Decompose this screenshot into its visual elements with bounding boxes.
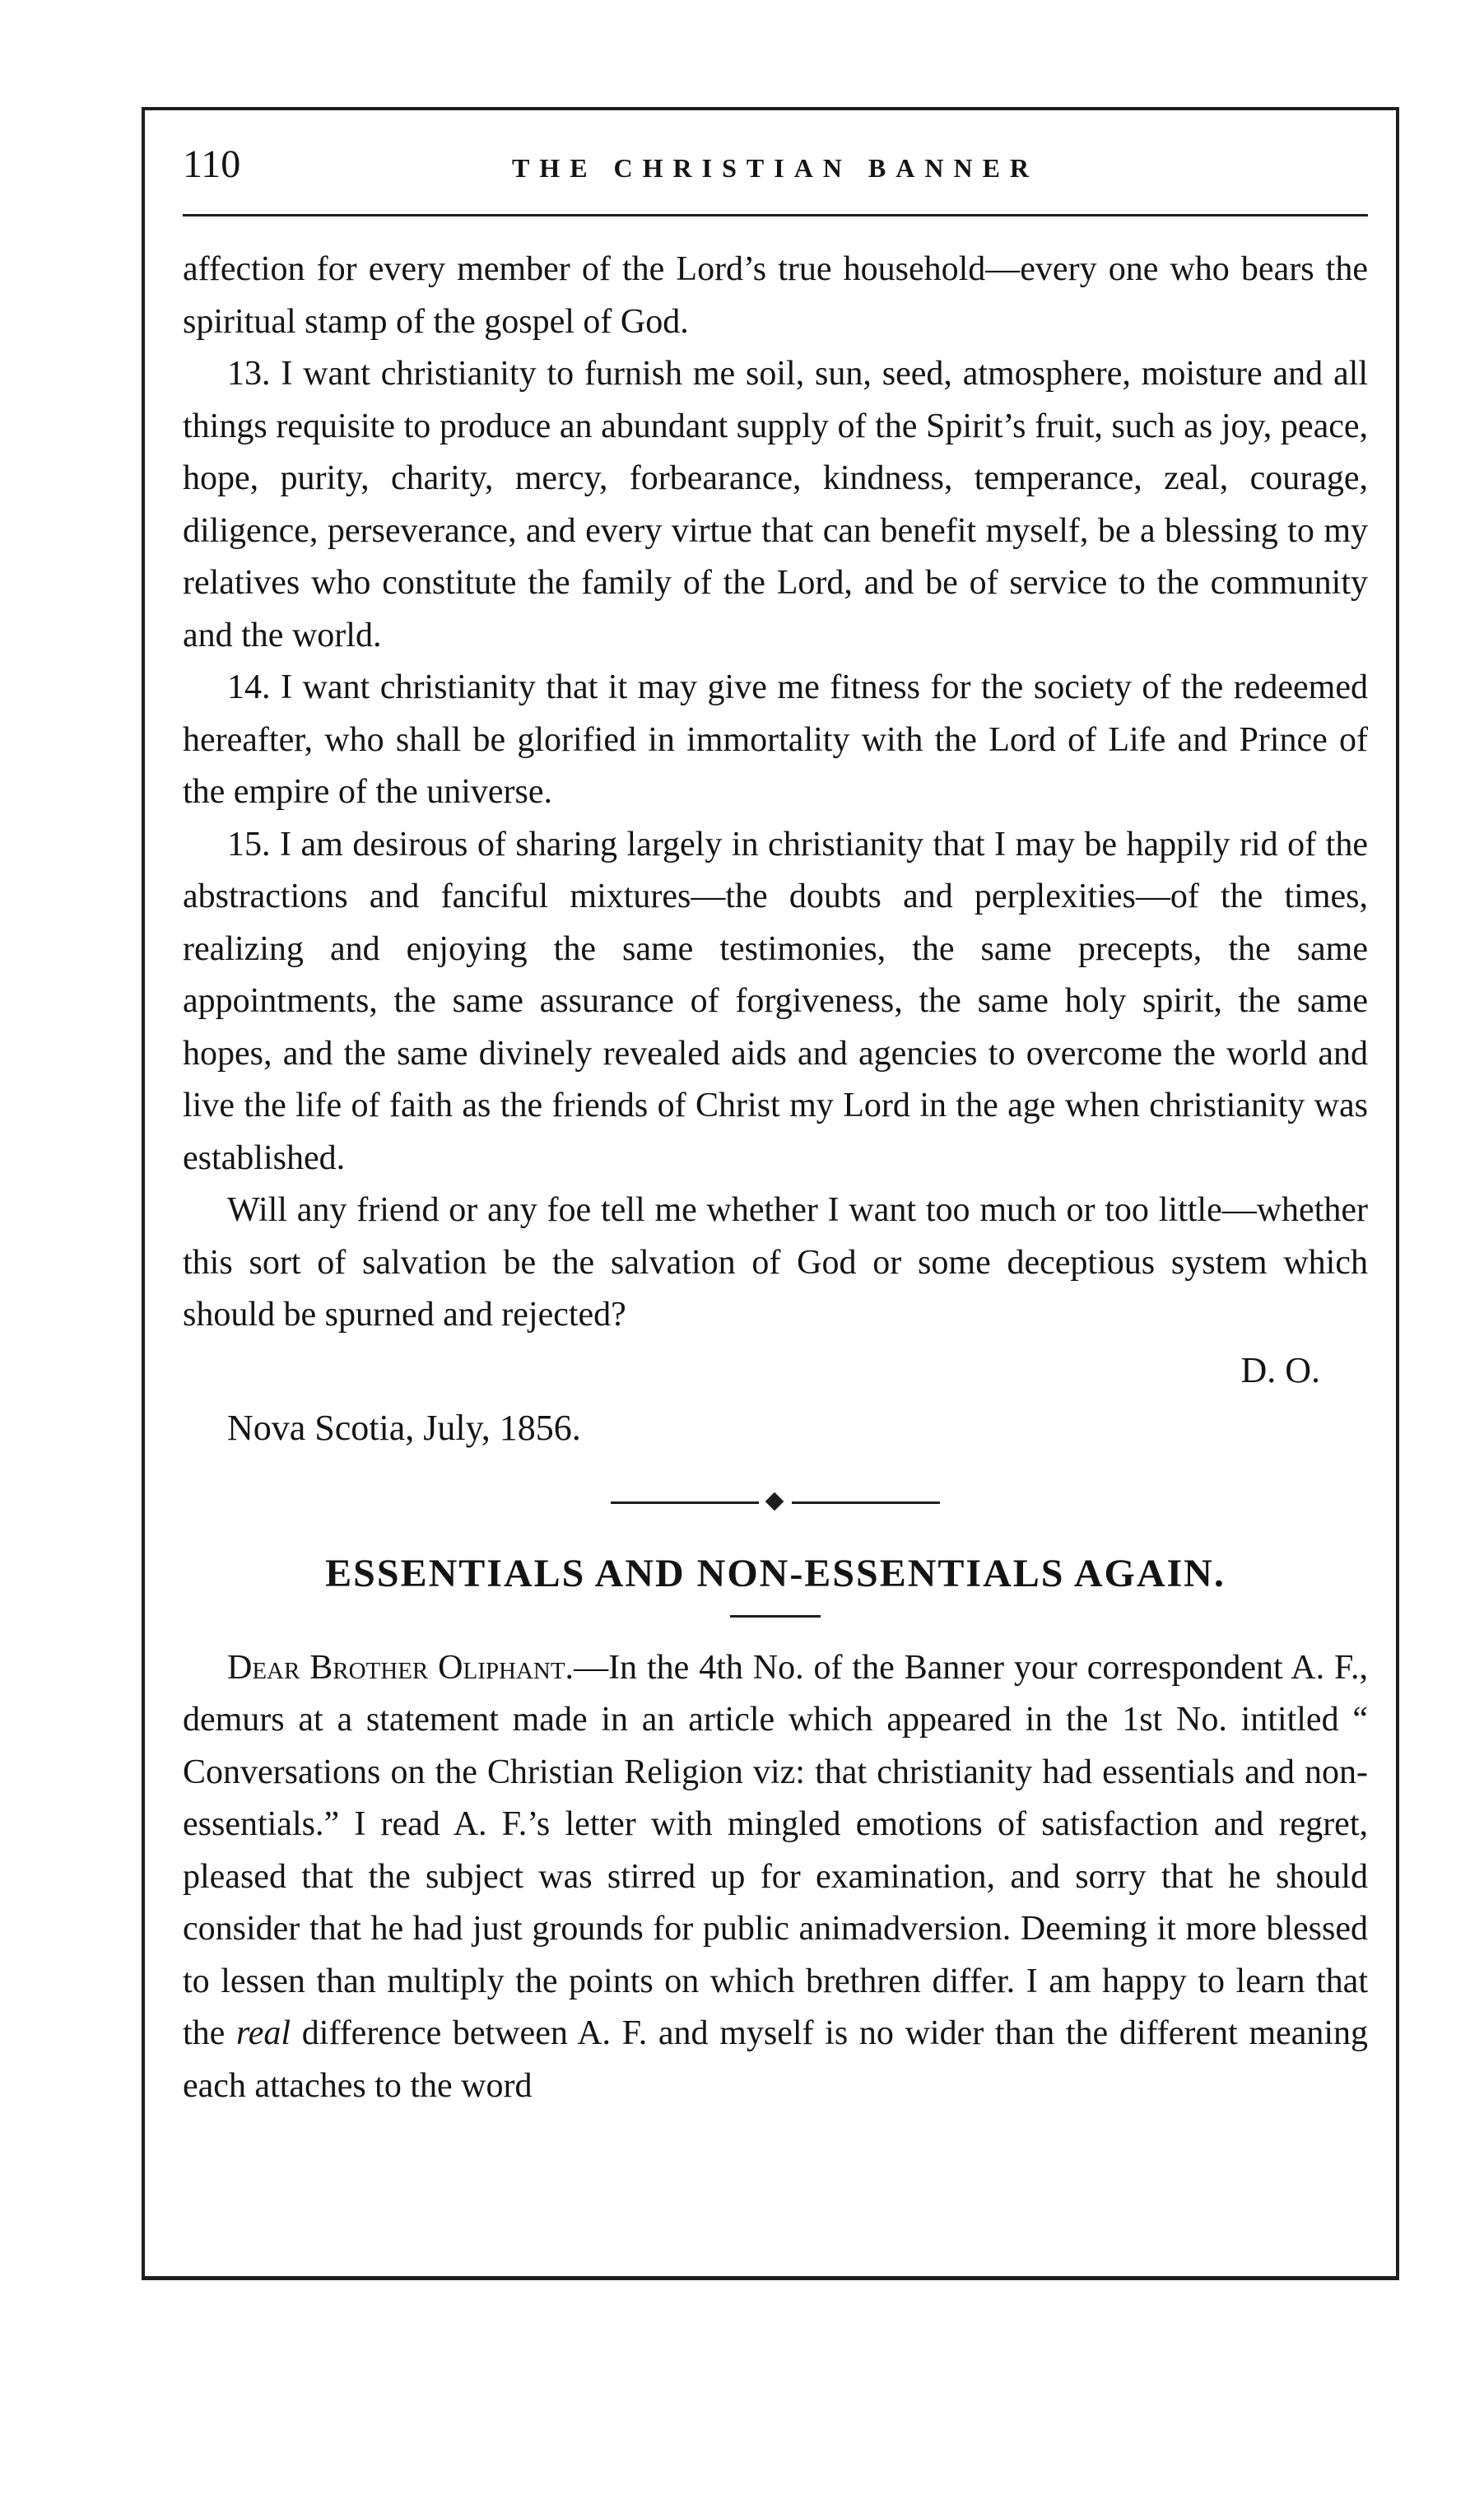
ornament-line-right <box>792 1501 940 1504</box>
article-title: ESSENTIALS AND NON-ESSENTIALS AGAIN. <box>325 1551 1226 1595</box>
journal-title: THE CHRISTIAN BANNER <box>511 153 1040 183</box>
author-signature: D. O. <box>1240 1349 1320 1390</box>
running-head <box>183 136 1368 193</box>
text-column <box>183 244 1368 2112</box>
place-date: Nova Scotia, July, 1856. <box>227 1407 581 1448</box>
letter-paragraph <box>183 1642 1368 2113</box>
paragraph-15: 15. I am desirous of sharing largely in christianity that I may be happily rid of the abstractions and fanciful mixtures—the doubts and perplexities—of the times, realizing and enjoying the same testimonies, the same precepts, the same appointments, the same assurance of forgiveness, the same holy spirit, the same hopes, and the same divinely revealed aids and agencies to overcome the world and live the life of faith as the friends of Christ my Lord in the age when christianity was established. <box>183 825 1368 1177</box>
letter-body-part-two: difference between A. F. and myself is no wider than the different meaning each attaches to the word <box>183 2014 1369 2105</box>
paragraph-question: Will any friend or any foe tell me whether I want too much or too little—whether this sort of salvation be the salvation of God or some deceptious system which should be spurned and rejected? <box>183 1191 1368 1334</box>
letter-body-emphasis: real <box>236 2014 291 2052</box>
page-number: 110 <box>183 142 241 186</box>
section-ornament <box>611 1490 940 1515</box>
header-rule <box>183 214 1368 216</box>
ornament-line-left <box>611 1501 759 1504</box>
paragraph-continuation: affection for every member of the Lord’s true household—every one who bears the spiritual stamp of the gospel of God. <box>183 250 1368 341</box>
letter-body-part-one: —In the 4th No. of the Banner your correspondent A. F., demurs at a statement made in an article which appeared in the 1st No. intitled “ Conversations on the Christian Religion viz: that christianity had essentials and non-essentials.” I read A. F.’s letter with mingled emotions of satisfaction and regret, pleased that the subject was stirred up for examination, and sorry that he should consider that he had just grounds for public animadversion. Deeming it more blessed to lessen than multiply the points on which brethren differ. I am happy to learn that the <box>183 1648 1368 2052</box>
letter-salutation: Dear Brother Oliphant. <box>227 1648 575 1687</box>
paragraph-14: 14. I want christianity that it may give me fitness for the society of the redeemed hereafter, who shall be glorified in immortality with the Lord of Life and Prince of the empire of the universe. <box>183 668 1368 811</box>
ornament-diamond <box>765 1492 784 1511</box>
paragraph-13: 13. I want christianity to furnish me soil, sun, seed, atmosphere, moisture and all things requisite to produce an abundant supply of the Spirit’s fruit, such as joy, peace, hope, purity, charity, mercy, forbearance, kindness, temperance, zeal, courage, diligence, perseverance, and every virtue that can benefit myself, be a blessing to my relatives who constitute the family of the Lord, and be of service to the community and the world. <box>183 355 1368 654</box>
title-rule <box>730 1615 821 1618</box>
